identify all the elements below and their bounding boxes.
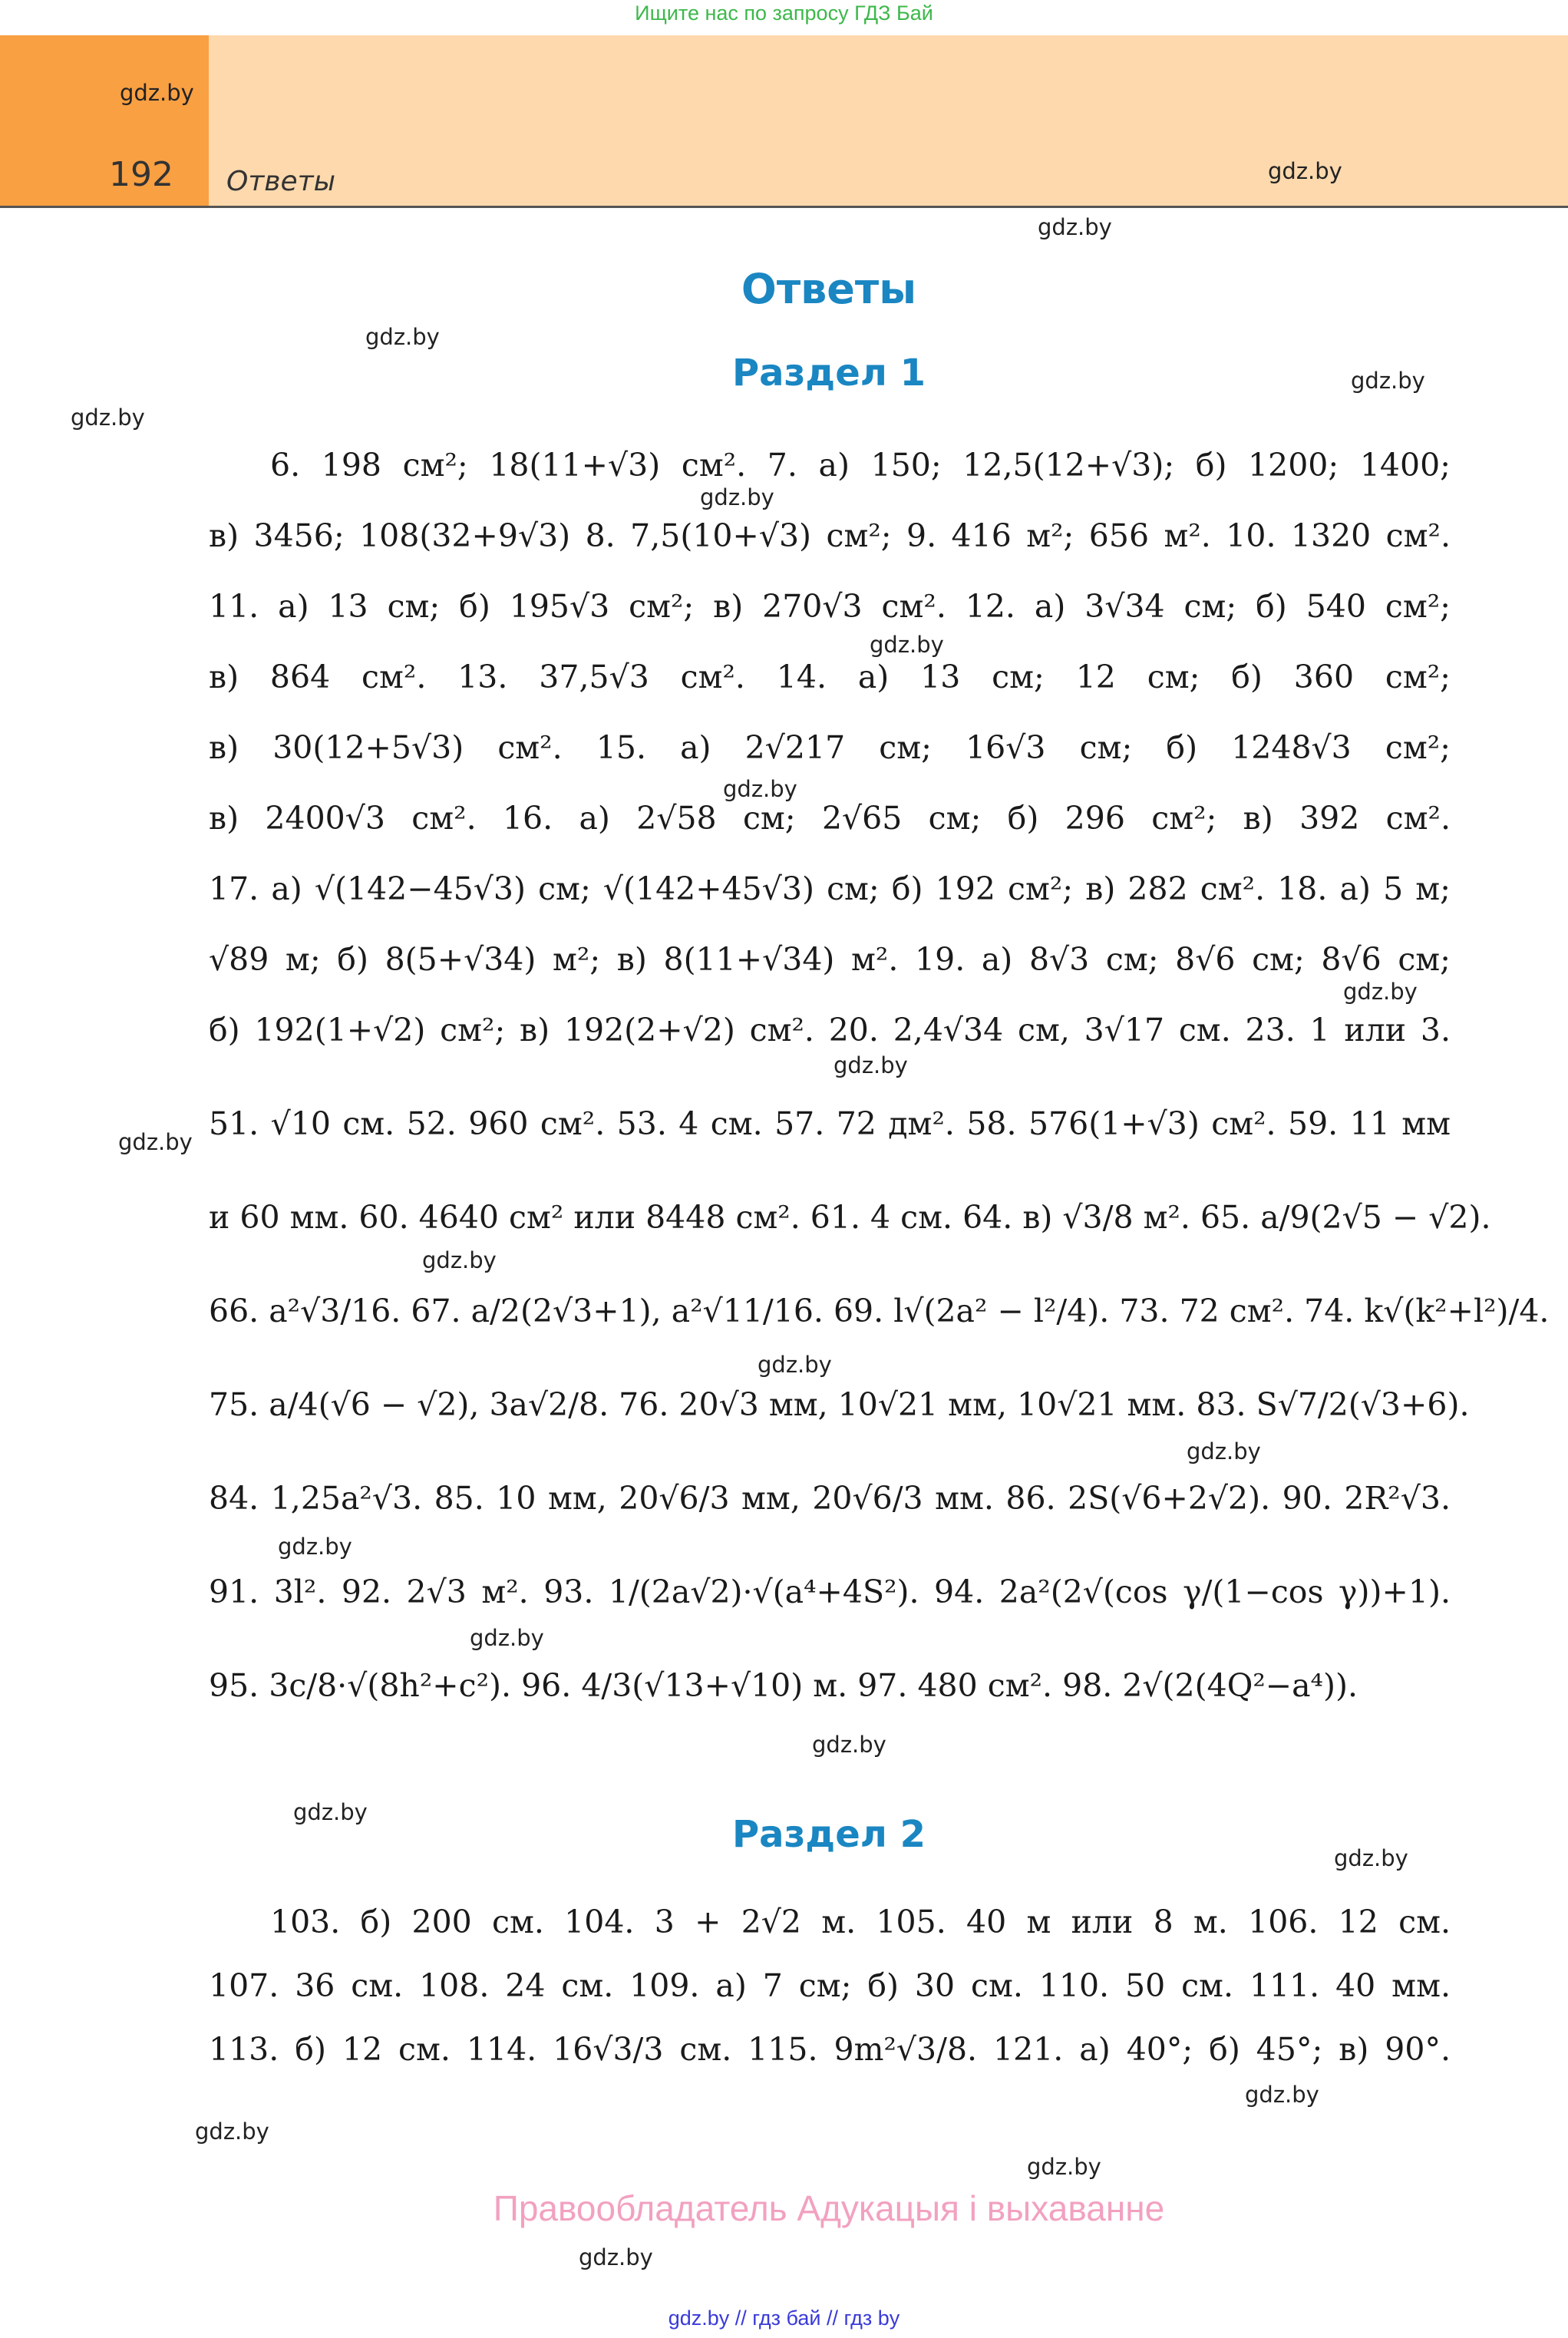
answer-line: 91. 3l². 92. 2√3 м². 93. 1/(2a√2)·√(a⁴+4S²). 94. 2a²(2√(cos γ/(1−cos γ))+1). (209, 1574, 1451, 1610)
watermark: gdz.by (1027, 2154, 1101, 2180)
answer-line: в) 864 см². 13. 37,5√3 см². 14. а) 13 см; 12 см; б) 360 см²; (209, 659, 1451, 695)
answer-line: √89 м; б) 8(5+√34) м²; в) 8(11+√34) м². 19. а) 8√3 см; 8√6 см; 8√6 см; (209, 941, 1451, 978)
answer-line: 11. а) 13 см; б) 195√3 см²; в) 270√3 см². 12. а) 3√34 см; б) 540 см²; (209, 588, 1451, 625)
answer-line: и 60 мм. 60. 4640 см² или 8448 см². 61. 4 см. 64. в) √3/8 м². 65. a/9(2√5 − √2). (209, 1199, 1491, 1236)
watermark: gdz.by (723, 776, 797, 802)
footer-links[interactable]: gdz.by // гдз бай // гдз by (668, 2307, 900, 2330)
watermark: gdz.by (422, 1247, 497, 1273)
watermark: gdz.by (1187, 1438, 1261, 1465)
watermark: gdz.by (1351, 368, 1425, 394)
watermark: gdz.by (278, 1534, 352, 1560)
watermark: gdz.by (195, 2118, 269, 2145)
watermark: gdz.by (1245, 2082, 1319, 2108)
watermark: gdz.by (1038, 214, 1112, 240)
header-rule (0, 206, 1568, 208)
watermark: gdz.by (71, 405, 145, 431)
answer-line: 66. a²√3/16. 67. a/2(2√3+1), a²√11/16. 69. l√(2a² − l²/4). 73. 72 см². 74. k√(k²+l²)/4. (209, 1293, 1550, 1329)
answer-line: 103. б) 200 см. 104. 3 + 2√2 м. 105. 40 м или 8 м. 106. 12 см. (270, 1904, 1451, 1940)
watermark: gdz.by (579, 2244, 653, 2270)
watermark: gdz.by (470, 1625, 544, 1651)
page-number: 192 (109, 155, 173, 194)
answer-line: 75. a/4(√6 − √2), 3a√2/8. 76. 20√3 мм, 10√21 мм, 10√21 мм. 83. S√7/2(√3+6). (209, 1386, 1470, 1423)
watermark: gdz.by (1334, 1845, 1408, 1871)
watermark: gdz.by (812, 1732, 886, 1758)
watermark: gdz.by (700, 484, 774, 510)
watermark: gdz.by (118, 1129, 193, 1155)
answer-line: в) 30(12+5√3) см². 15. а) 2√217 см; 16√3 см; б) 1248√3 см²; (209, 729, 1451, 766)
answer-line: в) 2400√3 см². 16. а) 2√58 см; 2√65 см; б) 296 см²; в) 392 см². (209, 800, 1451, 837)
running-title: Ответы (226, 166, 336, 197)
watermark: gdz.by (758, 1352, 832, 1378)
watermark: gdz.by (120, 80, 194, 106)
watermark: gdz.by (365, 324, 440, 350)
answer-line: б) 192(1+√2) см²; в) 192(2+√2) см². 20. 2,4√34 см, 3√17 см. 23. 1 или 3. (209, 1012, 1451, 1048)
answer-line: 113. б) 12 см. 114. 16√3/3 см. 115. 9m²√3/8. 121. а) 40°; б) 45°; в) 90°. (209, 2031, 1451, 2068)
top-banner: Ищите нас по запросу ГДЗ Бай (635, 2, 933, 25)
answer-line: 17. а) √(142−45√3) см; √(142+45√3) см; б) 192 см²; в) 282 см². 18. а) 5 м; (209, 870, 1451, 907)
answer-line: 51. √10 см. 52. 960 см². 53. 4 см. 57. 72 дм². 58. 576(1+√3) см². 59. 11 мм (209, 1105, 1451, 1142)
copyright-notice: Правообладатель Адукацыя і выхаванне (493, 2188, 1165, 2228)
answer-line: 95. 3c/8·√(8h²+c²). 96. 4/3(√13+√10) м. 97. 480 см². 98. 2√(2(4Q²−a⁴)). (209, 1667, 1358, 1704)
page-number-tab (0, 35, 209, 206)
answer-line: в) 3456; 108(32+9√3) 8. 7,5(10+√3) см²; 9. 416 м²; 656 м². 10. 1320 см². (209, 517, 1451, 554)
watermark: gdz.by (293, 1799, 368, 1825)
answer-line: 6. 198 см²; 18(11+√3) см². 7. а) 150; 12,5(12+√3); б) 1200; 1400; (270, 447, 1451, 484)
watermark: gdz.by (1268, 158, 1342, 184)
watermark: gdz.by (834, 1052, 908, 1078)
answer-line: 107. 36 см. 108. 24 см. 109. а) 7 см; б) 30 см. 110. 50 см. 111. 40 мм. (209, 1967, 1451, 2004)
answer-line: 84. 1,25a²√3. 85. 10 мм, 20√6/3 мм, 20√6/3 мм. 86. 2S(√6+2√2). 90. 2R²√3. (209, 1480, 1451, 1517)
watermark: gdz.by (870, 632, 944, 658)
section-title: Раздел 1 (731, 352, 926, 395)
section-title: Раздел 2 (731, 1813, 926, 1856)
watermark: gdz.by (1343, 979, 1418, 1005)
page-title: Ответы (741, 265, 917, 313)
